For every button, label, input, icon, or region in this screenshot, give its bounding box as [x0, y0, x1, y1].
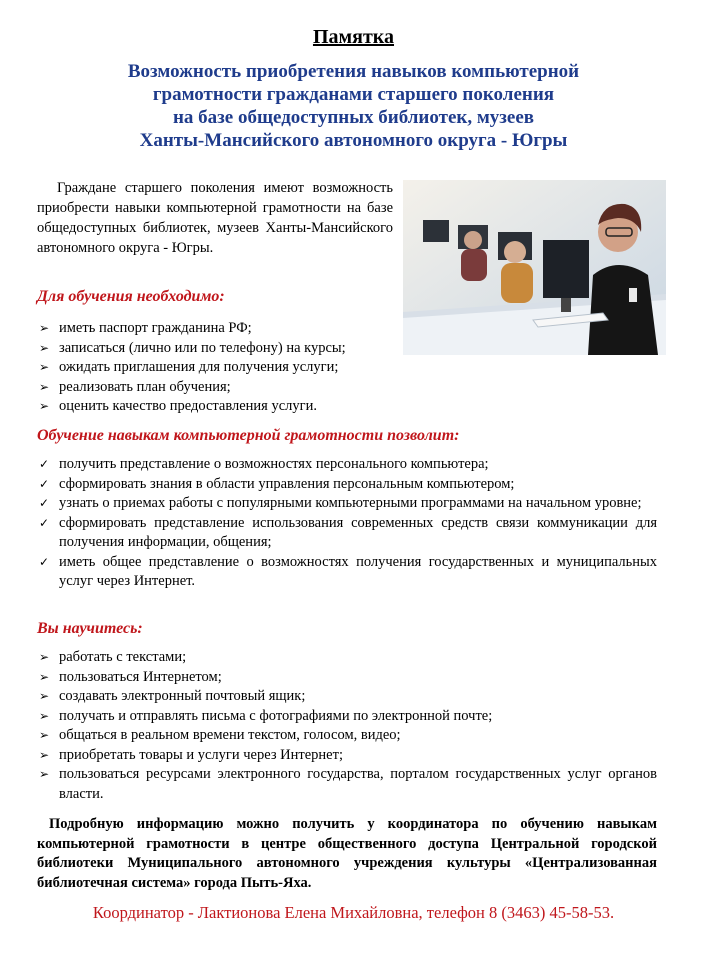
list-item: ➢ пользоваться ресурсами электронного государства, порталом государственных услуг органов власти.	[39, 766, 657, 802]
arrow-bullet-icon: ➢	[39, 728, 50, 742]
title-line: Возможность приобретения навыков компьютерной	[127, 61, 580, 82]
arrow-bullet-icon: ➢	[39, 669, 50, 684]
skills-heading: Вы научитесь:	[37, 620, 143, 637]
list-item: ✓ сформировать представление использования современных средств связи коммуникации для получения информации, общения;	[39, 514, 657, 550]
memo-heading: Памятка	[312, 26, 395, 48]
arrow-bullet-icon: ➢	[39, 340, 50, 355]
list-item: ➢ записаться (лично или по телефону) на курсы;	[37, 339, 393, 359]
arrow-bullet-icon: ➢	[39, 399, 50, 413]
benefits-heading: Обучение навыкам компьютерной грамотности позволит:	[37, 427, 460, 444]
coordinator-line: Координатор - Лактионова Елена Михайловна, телефон 8 (3463) 45-58-53.	[92, 903, 615, 922]
list-item: ➢ создавать электронный почтовый ящик;	[37, 687, 657, 707]
checkmark-bullet-icon: ✓	[39, 476, 50, 491]
list-item: ➢ получать и отправлять письма с фотографиями по электронной почте;	[37, 707, 657, 727]
arrow-bullet-icon: ➢	[39, 689, 50, 703]
checkmark-bullet-icon: ✓	[39, 554, 50, 569]
list-item: ✓ получить представление о возможностях персонального компьютера;	[37, 455, 657, 475]
requirements-heading: Для обучения необходимо:	[37, 288, 225, 305]
arrow-bullet-icon: ➢	[39, 650, 50, 664]
list-item: ➢ приобретать товары и услуги через Интернет;	[37, 746, 657, 766]
intro-paragraph: Граждане старшего поколения имеют возможность приобрести навыки компьютерной грамотности на базе общедоступных библиотек, музеев Ханты-Мансийского автономного округа - Югры.	[37, 180, 393, 256]
list-item: ➢ работать с текстами;	[37, 648, 657, 668]
requirements-list	[37, 319, 393, 417]
arrow-bullet-icon: ➢	[39, 767, 50, 781]
list-item: ➢ ожидать приглашения для получения услуги;	[37, 358, 393, 378]
list-item: ➢ иметь паспорт гражданина РФ;	[37, 319, 393, 339]
arrow-bullet-icon: ➢	[39, 708, 50, 723]
list-item: ➢ реализовать план обучения;	[37, 378, 393, 398]
title-line: на базе общедоступных библиотек, музеев	[172, 107, 535, 128]
list-item: ➢ общаться в реальном времени текстом, голосом, видео;	[37, 726, 657, 746]
arrow-bullet-icon: ➢	[39, 747, 50, 762]
list-item: ➢ пользоваться Интернетом;	[37, 668, 657, 688]
arrow-bullet-icon: ➢	[39, 321, 50, 335]
seniors-computer-class-photo	[403, 180, 666, 355]
checkmark-bullet-icon: ✓	[39, 515, 50, 530]
list-item: ✓ иметь общее представление о возможностях получения государственных и муниципальных услуг через Интернет.	[39, 553, 657, 589]
contact-info-paragraph: Подробную информацию можно получить у координатора по обучению навыкам компьютерной грамотности в центре общественного доступа Центральной городской библиотеки Муниципального автономного учреждения культуры «Централизованная библиотечная система» города Пыть-Яха.	[37, 816, 657, 891]
checkmark-bullet-icon: ✓	[39, 496, 50, 510]
title-line: Ханты-Мансийского автономного округа - Югры	[139, 130, 568, 151]
list-item: ✓ сформировать знания в области управления персональным компьютером;	[37, 475, 657, 495]
checkmark-bullet-icon: ✓	[39, 457, 50, 471]
title-line: грамотности гражданами старшего поколения	[152, 84, 555, 105]
list-item: ✓ узнать о приемах работы с популярными компьютерными программами на начальном уровне;	[37, 494, 657, 514]
benefits-list	[37, 455, 657, 592]
arrow-bullet-icon: ➢	[39, 379, 50, 394]
list-item: ➢ оценить качество предоставления услуги.	[37, 397, 393, 417]
arrow-bullet-icon: ➢	[39, 360, 50, 374]
document-title	[20, 60, 687, 152]
skills-list	[37, 648, 657, 804]
